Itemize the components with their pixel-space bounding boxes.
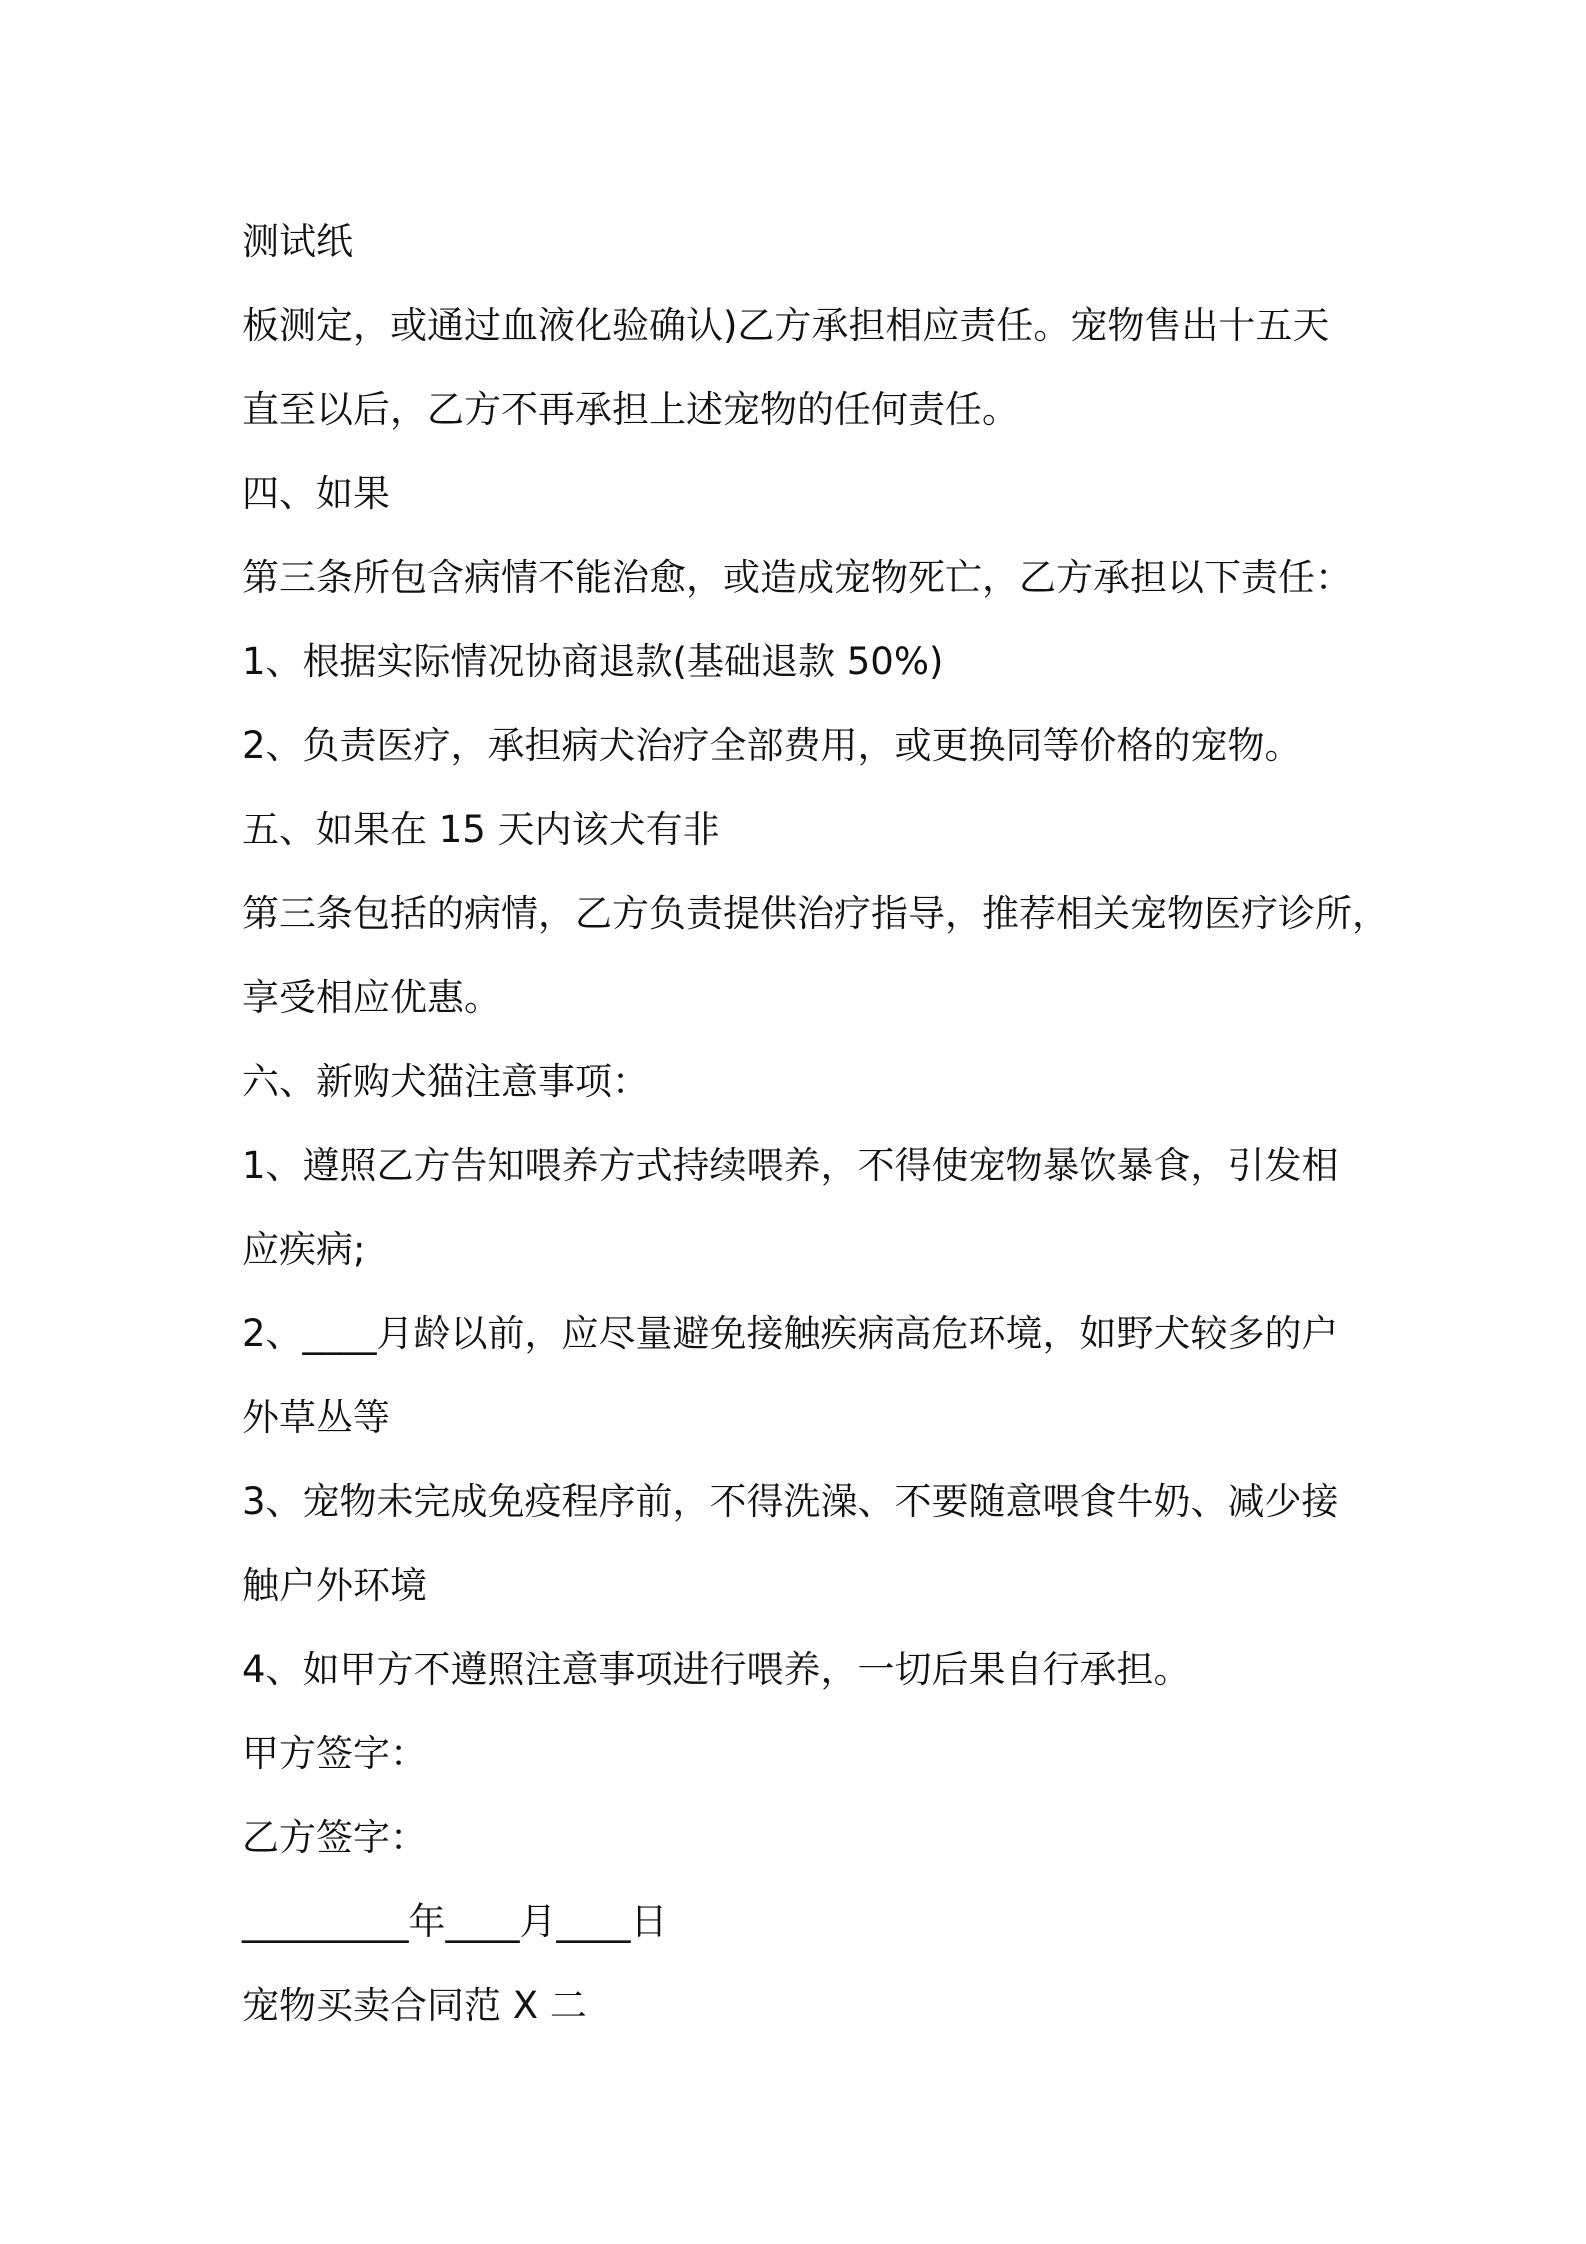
section-heading-four: 四、如果 [242, 472, 390, 515]
list-item-feeding: 1、遵照乙方告知喂养方式持续喂养，不得使宠物暴饮暴食，引发相 [242, 1144, 1339, 1187]
contract-sample-title: 宠物买卖合同范 X 二 [242, 1984, 587, 2027]
text-line-age-environment-cont: 外草丛等 [242, 1396, 390, 1439]
list-item-consequences: 4、如甲方不遵照注意事项进行喂养，一切后果自行承担。 [242, 1648, 1191, 1691]
signature-party-b: 乙方签字： [242, 1816, 427, 1859]
text-line-blood-test: 板测定，或通过血液化验确认)乙方承担相应责任。宠物售出十五天 [242, 304, 1330, 347]
document-body [242, 200, 1389, 2048]
section-heading-five: 五、如果在 15 天内该犬有非 [242, 808, 720, 851]
date-line: _________年____月____日 [242, 1900, 668, 1943]
text-line-test-paper: 测试纸 [242, 220, 353, 263]
text-line-article-three-cure: 第三条所包含病情不能治愈，或造成宠物死亡，乙方承担以下责任： [242, 556, 1352, 599]
list-item-age-environment: 2、____月龄以前，应尽量避免接触疾病高危环境，如野犬较多的户 [242, 1312, 1339, 1355]
list-item-refund: 1、根据实际情况协商退款(基础退款 50%) [242, 640, 944, 683]
text-line-treatment-guidance: 第三条包括的病情，乙方负责提供治疗指导，推荐相关宠物医疗诊所， [242, 892, 1389, 935]
section-heading-six: 六、新购犬猫注意事项： [242, 1060, 649, 1103]
list-item-immunization: 3、宠物未完成免疫程序前，不得洗澡、不要随意喂食牛奶、减少接 [242, 1480, 1339, 1523]
list-item-medical: 2、负责医疗，承担病犬治疗全部费用，或更换同等价格的宠物。 [242, 724, 1302, 767]
text-line-feeding-cont: 应疾病; [242, 1228, 366, 1271]
signature-party-a: 甲方签字： [242, 1732, 427, 1775]
text-line-immunization-cont: 触户外环境 [242, 1564, 427, 1607]
text-line-no-responsibility: 直至以后，乙方不再承担上述宠物的任何责任。 [242, 388, 1019, 431]
text-line-discount: 享受相应优惠。 [242, 976, 501, 1019]
